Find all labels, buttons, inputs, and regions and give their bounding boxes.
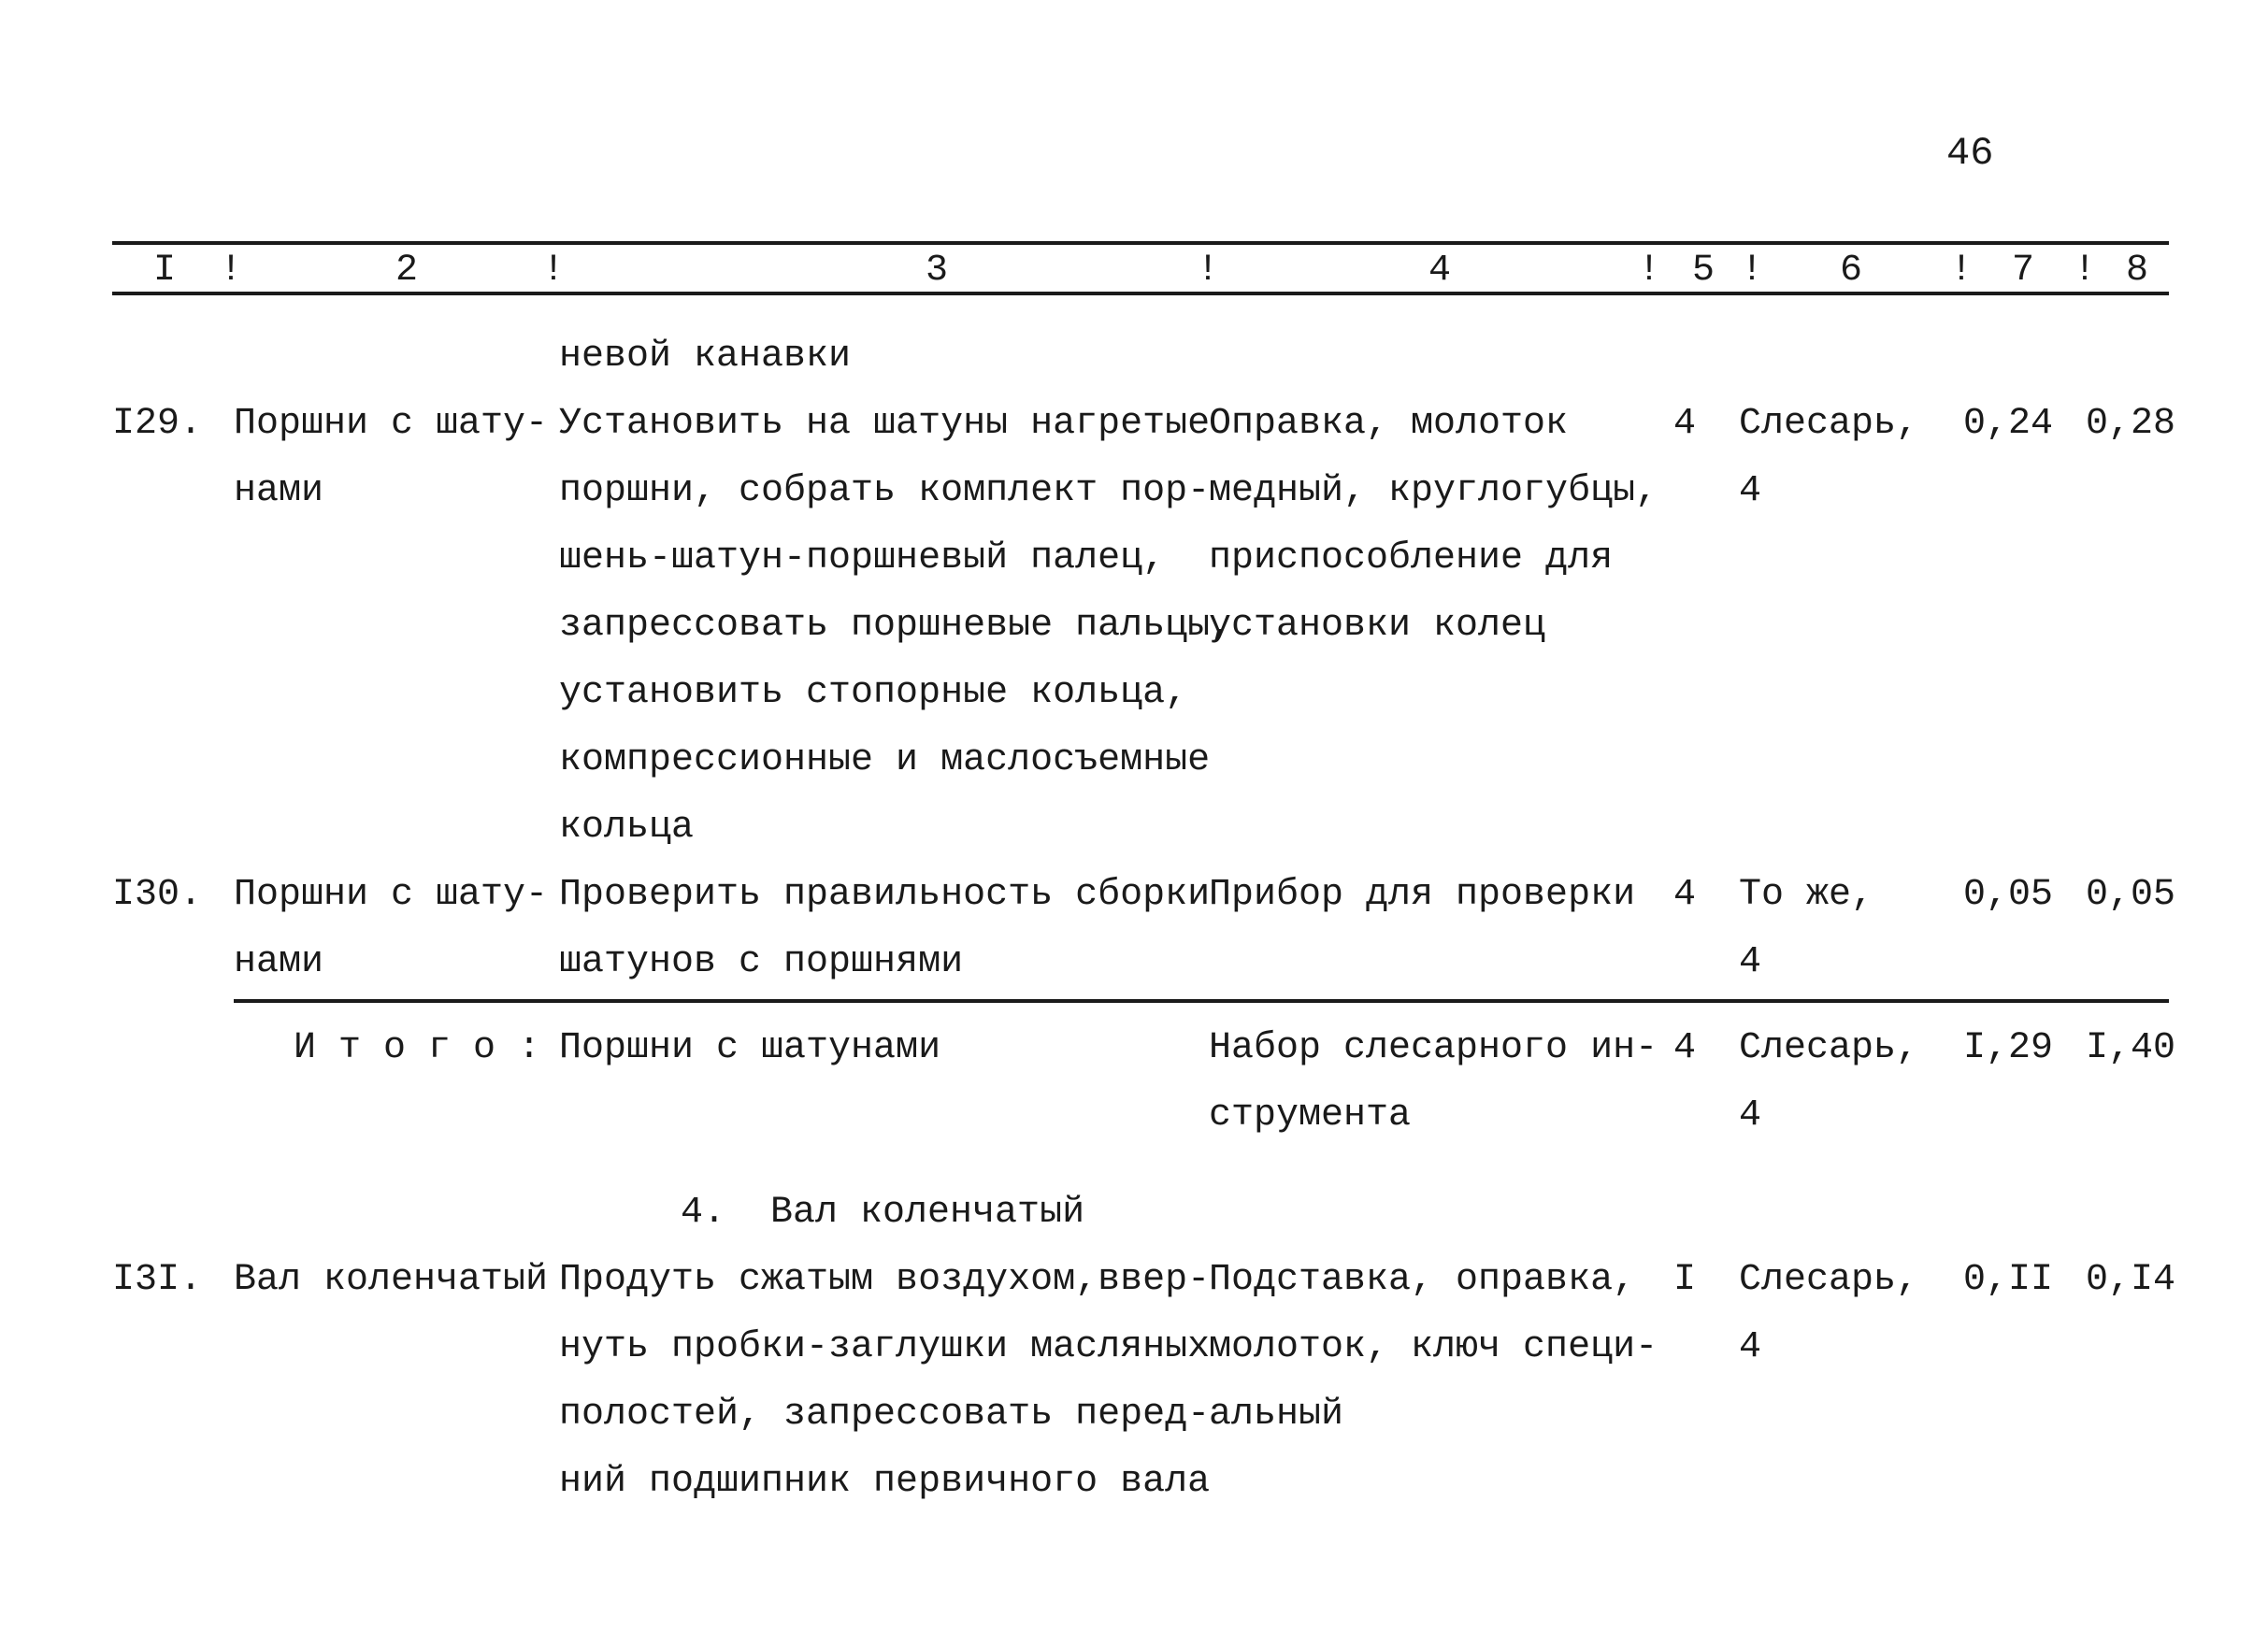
- header-sep-6: !: [1950, 250, 1974, 292]
- row-operation-line: шень-шатун-поршневый палец,: [559, 537, 1166, 579]
- row-col5: 4: [1673, 403, 1697, 445]
- row-object: [234, 1247, 548, 1314]
- row-worker: [1739, 1247, 1918, 1381]
- total-label: И т о г о :: [294, 1027, 541, 1069]
- row-object: [234, 391, 548, 525]
- row-object-line: нами: [234, 470, 324, 512]
- row-operation-line: Продуть сжатым воздухом,ввер-: [559, 1259, 1211, 1301]
- row-object-line: нами: [234, 941, 324, 983]
- row-worker-line: 4: [1739, 1326, 1762, 1368]
- row-tools-line: альный: [1209, 1394, 1344, 1436]
- header-sep-3: !: [1197, 250, 1220, 292]
- row-col5: I: [1673, 1259, 1697, 1301]
- row-operation: [559, 391, 1232, 862]
- row-col8: 0,05: [2086, 874, 2176, 916]
- header-sep-4: !: [1638, 250, 1661, 292]
- total-col5: 4: [1673, 1027, 1697, 1069]
- row-object-line: Поршни с шату-: [234, 403, 549, 445]
- row-worker: [1739, 862, 1873, 996]
- row-worker-line: То же,: [1739, 874, 1874, 916]
- row-worker: [1739, 391, 1918, 525]
- row-operation-line: Проверить правильность сборки: [559, 874, 1211, 916]
- row-operation-line: запрессовать поршневые пальцы,: [559, 605, 1233, 647]
- row-worker-line: 4: [1739, 941, 1762, 983]
- row-operation: [559, 1247, 1210, 1516]
- total-col7: I,29: [1963, 1027, 2054, 1069]
- row-operation-line: шатунов с поршнями: [559, 941, 964, 983]
- row-object-line: Поршни с шату-: [234, 874, 549, 916]
- row-number: I29.: [112, 403, 203, 445]
- row-col7: 0,II: [1963, 1259, 2054, 1301]
- header-col-2: 2: [395, 250, 419, 292]
- row-tools: [1209, 862, 1635, 929]
- header-sep-2: !: [542, 250, 566, 292]
- total-tools: [1209, 1015, 1658, 1150]
- header-col-8: 8: [2126, 250, 2149, 292]
- row-operation-line: ний подшипник первичного вала: [559, 1461, 1211, 1503]
- total-worker-line: 4: [1739, 1094, 1762, 1137]
- row-operation-line: Установить на шатуны нагретые: [559, 403, 1211, 445]
- row-col7: 0,24: [1963, 403, 2054, 445]
- row-worker-line: 4: [1739, 470, 1762, 512]
- header-col-3: 3: [926, 250, 949, 292]
- continuation-text: невой канавки: [559, 336, 852, 378]
- section-title: 4. Вал коленчатый: [681, 1192, 1085, 1234]
- row-number: I3I.: [112, 1259, 203, 1301]
- row-col7: 0,05: [1963, 874, 2054, 916]
- row-operation-line: установить стопорные кольца,: [559, 672, 1188, 714]
- total-worker: [1739, 1015, 1918, 1150]
- header-col-5: 5: [1692, 250, 1715, 292]
- row-tools-line: молоток, ключ специ-: [1209, 1326, 1658, 1368]
- row-operation-line: полостей, запрессовать перед-: [559, 1394, 1211, 1436]
- total-rule: [234, 999, 2169, 1003]
- total-tools-line: Набор слесарного ин-: [1209, 1027, 1658, 1069]
- row-operation-line: нуть пробки-заглушки масляных: [559, 1326, 1211, 1368]
- row-number: I30.: [112, 874, 203, 916]
- row-col5: 4: [1673, 874, 1697, 916]
- header-sep-1: !: [220, 250, 243, 292]
- row-tools-line: установки колец: [1209, 605, 1546, 647]
- row-worker-line: Слесарь,: [1739, 1259, 1919, 1301]
- row-tools-line: Подставка, оправка,: [1209, 1259, 1636, 1301]
- total-col8: I,40: [2086, 1027, 2176, 1069]
- row-operation: [559, 862, 1210, 996]
- total-worker-line: Слесарь,: [1739, 1027, 1919, 1069]
- row-col8: 0,28: [2086, 403, 2176, 445]
- header-col-7: 7: [2012, 250, 2035, 292]
- row-tools: [1209, 391, 1658, 660]
- page-number: 46: [1946, 131, 1994, 176]
- row-tools-line: приспособление для: [1209, 537, 1614, 579]
- row-operation-line: кольца: [559, 807, 695, 849]
- header-col-4: 4: [1428, 250, 1452, 292]
- row-object: [234, 862, 548, 996]
- total-operation: Поршни с шатунами: [559, 1027, 941, 1069]
- row-worker-line: Слесарь,: [1739, 403, 1919, 445]
- total-tools-line: струмента: [1209, 1094, 1412, 1137]
- row-col8: 0,I4: [2086, 1259, 2176, 1301]
- row-object-line: Вал коленчатый: [234, 1259, 549, 1301]
- row-operation-line: поршни, собрать комплект пор-: [559, 470, 1211, 512]
- row-operation-line: компрессионные и маслосъемные: [559, 739, 1211, 781]
- header-sep-5: !: [1741, 250, 1764, 292]
- row-tools-line: медный, круглогубцы,: [1209, 470, 1658, 512]
- header-col-1: I: [153, 250, 177, 292]
- row-tools-line: Прибор для проверки: [1209, 874, 1636, 916]
- header-sep-7: !: [2074, 250, 2097, 292]
- header-col-6: 6: [1840, 250, 1863, 292]
- row-tools: [1209, 1247, 1658, 1449]
- row-tools-line: Оправка, молоток: [1209, 403, 1569, 445]
